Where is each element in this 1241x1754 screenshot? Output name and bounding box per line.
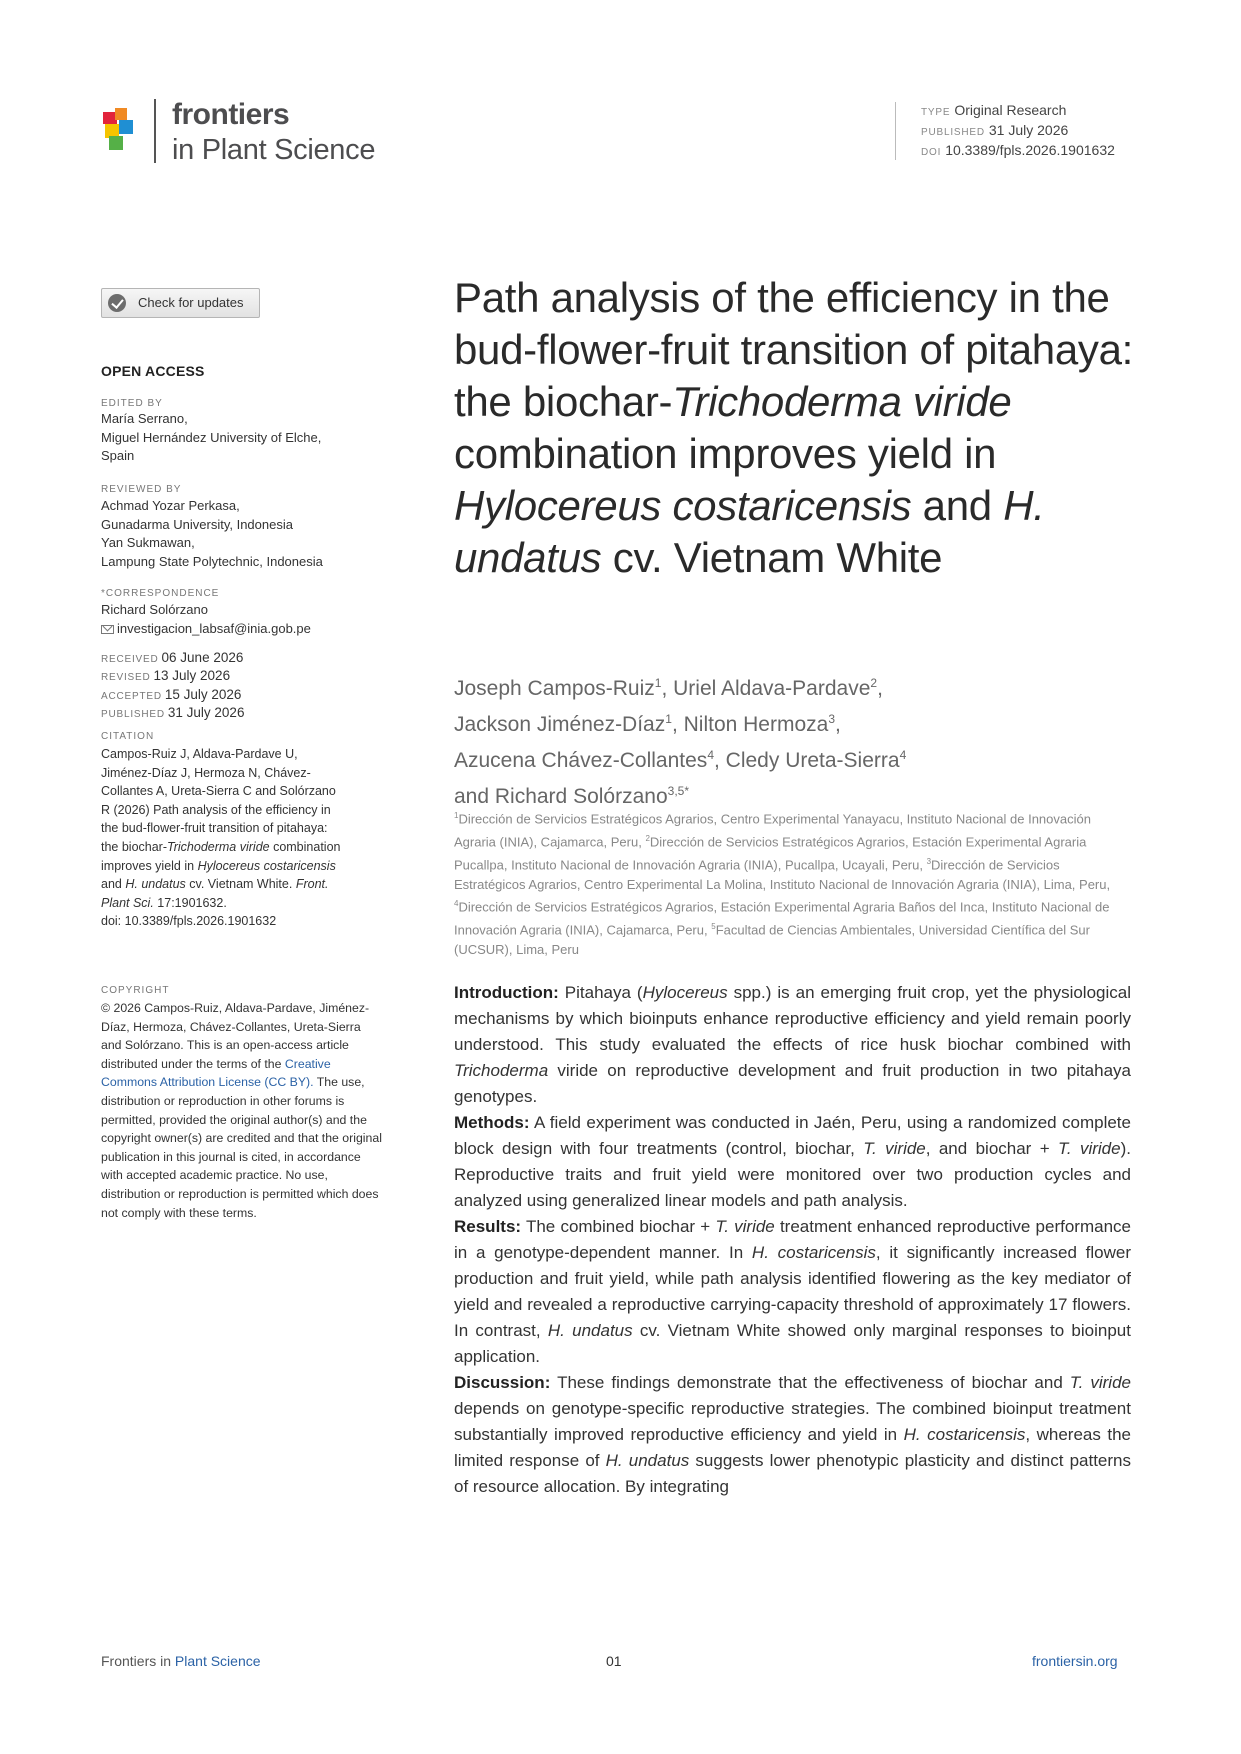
affiliations: $^1$Dirección de Servicios Estratégicos Agrarios, Centro Experimental Yanayacu, Instituto Nacional de Innovación Agraria (INIA), Cajamarca, Peru, $^2$Dirección de Servicios Estratégicos Agrarios, Estación Experimental Agraria Pucallpa, Instituto Nacional de Innovación Agraria (INIA), Pucallpa, Ucayali, Peru, $^3$Dirección de Servicios Estratégicos Agrarios, Centro Experimental La Molina, Instituto Nacional de Innovación Agraria (INIA), Lima, Peru, $^4$Dirección de Servicios Estratégicos Agrarios, Estación Experimental Agraria Baños del Inca, Instituto Nacional de Innovación Agraria (INIA), Cajamarca, Peru, $^5$Facultad de Ciencias Ambientales, Universidad Científica del Sur (UCSUR), Lima, Peru — [454, 811, 1111, 958]
correspondence-email[interactable]: investigacion_labsaf@inia.gob.pe — [117, 620, 311, 636]
journal-name[interactable]: in Plant Science — [172, 134, 376, 166]
citation-text: Campos-Ruiz J, Aldava-Pardave U, Jiménez-Díaz J, Hermoza N, Chávez-Collantes A, Ureta-Sierra C and Solórzano R (2026) Path analysis of the efficiency in the bud-flower-fruit transition of pitahaya: the biochar-Trichoderma viride combination improves yield in Hylocereus costaricensis and H. undatus cv. Vietnam White. Front. Plant Sci. 17:1901632. doi: 10.3389/fpls.2026.1901632 — [101, 747, 341, 929]
article-dates: RECEIVED 06 June 2026 REVISED 13 July 2026 ACCEPTED 15 July 2026 PUBLISHED 31 July 2026 — [101, 650, 245, 720]
frontiers-logo-icon — [101, 108, 137, 152]
reviewers-info: Achmad Yozar Perkasa, Gunadarma University, Indonesia Yan Sukmawan, Lampung State Polytechnic, Indonesia — [101, 498, 323, 569]
abstract-results: Results: The combined biochar + T. viride treatment enhanced reproductive performance in a genotype-dependent manner. In H. costaricensis, it significantly increased flower production and fruit yield, while path analysis identified flowering as the key mediator of yield and revealed a reproductive carrying-capacity threshold of approximately 17 flowers. In contrast, H. undatus cv. Vietnam White showed only marginal responses to bioinput application. — [454, 1217, 1131, 1366]
doi: DOI 10.3389/fpls.2026.1901632 — [921, 142, 1115, 158]
abstract-discussion: Discussion: These findings demonstrate that the effectiveness of biochar and T. viride depends on genotype-specific reproductive strategies. The combined bioinput treatment substantially improved reproductive efficiency and yield in H. costaricensis, whereas the limited response of H. undatus suggests lower phenotypic plasticity and distinct patterns of resource allocation. By integrating — [454, 1373, 1131, 1496]
journal-brand-name[interactable]: frontiers — [172, 98, 290, 131]
author[interactable]: Nilton Hermoza$^3$ — [683, 712, 836, 736]
mail-icon — [101, 625, 114, 634]
footer-journal-link[interactable]: Plant Science — [174, 1653, 261, 1669]
abstract-methods: Methods: A field experiment was conducted in Jaén, Peru, using a randomized complete block design with four treatments (control, biochar, T. viride, and biochar + T. viride). Reproductive traits and fruit yield were monitored over two production cycles and analyzed using generalized linear models and path analysis. — [454, 1113, 1131, 1210]
edited-by-heading: EDITED BY — [101, 398, 163, 409]
check-for-updates-button[interactable]: Check for updates — [101, 288, 260, 318]
article-title: Path analysis of the efficiency in the bud-flower-fruit transition of pitahaya: the biochar-Trichoderma viride combination improves yield in Hylocereus costaricensis and H. undatus cv. Vietnam White — [454, 274, 1134, 581]
copyright-heading: COPYRIGHT — [101, 985, 170, 996]
checkmark-icon — [108, 294, 126, 312]
meta-divider — [895, 102, 896, 160]
cc-by-license-link[interactable]: Creative Commons Attribution License (CC BY). — [101, 1056, 331, 1090]
abstract-introduction: Introduction: Pitahaya (Hylocereus spp.) is an emerging fruit crop, yet the physiological mechanisms by which bioinputs enhance reproductive efficiency and yield remain poorly understood. This study evaluated the effects of rice husk biochar combined with Trichoderma viride on reproductive development and fruit production in two pitahaya genotypes. — [454, 983, 1131, 1106]
copyright-text: © 2026 Campos-Ruiz, Aldava-Pardave, Jiménez-Díaz, Hermoza, Chávez-Collantes, Ureta-Sierra and Solórzano. This is an open-access article distributed under the terms of the Creative Commons Attribution License (CC BY). The use, distribution or reproduction in other forums is permitted, provided the original author(s) and the copyright owner(s) are credited and that the original publication in this journal is cited, in accordance with accepted academic practice. No use, distribution or reproduction is permitted which does not comply with these terms. — [101, 1001, 382, 1220]
author[interactable]: and Richard Solórzano$^{3,5*}$ — [454, 784, 689, 808]
logo-divider — [154, 99, 156, 163]
citation-doi[interactable]: doi: 10.3389/fpls.2026.1901632 — [101, 914, 277, 929]
footer-journal: Frontiers in Plant Science — [101, 1653, 261, 1669]
article-type: TYPE Original Research — [921, 102, 1067, 118]
correspondence-info: Richard Solórzano investigacion_labsaf@inia.gob.pe — [101, 602, 311, 636]
published-date: PUBLISHED 31 July 2026 — [921, 122, 1069, 138]
author[interactable]: Joseph Campos-Ruiz$^1$ — [454, 676, 662, 700]
footer-site-link[interactable]: frontiersin.org — [1032, 1653, 1118, 1669]
author-list: Joseph Campos-Ruiz$^1$, Uriel Aldava-Pardave$^2$, Jackson Jiménez-Díaz$^1$, Nilton Hermoza$^3$, Azucena Chávez-Collantes$^4$, Cledy Ureta-Sierra$^4$ and Richard Solórzano$^{3,5*}$ — [454, 676, 907, 808]
author[interactable]: Cledy Ureta-Sierra$^4$ — [725, 748, 907, 772]
author[interactable]: Azucena Chávez-Collantes$^4$ — [454, 748, 714, 772]
editor-info: María Serrano, Miguel Hernández University of Elche, Spain — [101, 411, 322, 463]
citation-heading: CITATION — [101, 731, 155, 742]
correspondence-heading: *CORRESPONDENCE — [101, 588, 220, 599]
author[interactable]: Uriel Aldava-Pardave$^2$ — [673, 676, 878, 700]
open-access-label: OPEN ACCESS — [101, 363, 205, 379]
author[interactable]: Jackson Jiménez-Díaz$^1$ — [454, 712, 672, 736]
page-number: 01 — [606, 1653, 622, 1669]
abstract — [454, 980, 1131, 1500]
reviewed-by-heading: REVIEWED BY — [101, 484, 182, 495]
